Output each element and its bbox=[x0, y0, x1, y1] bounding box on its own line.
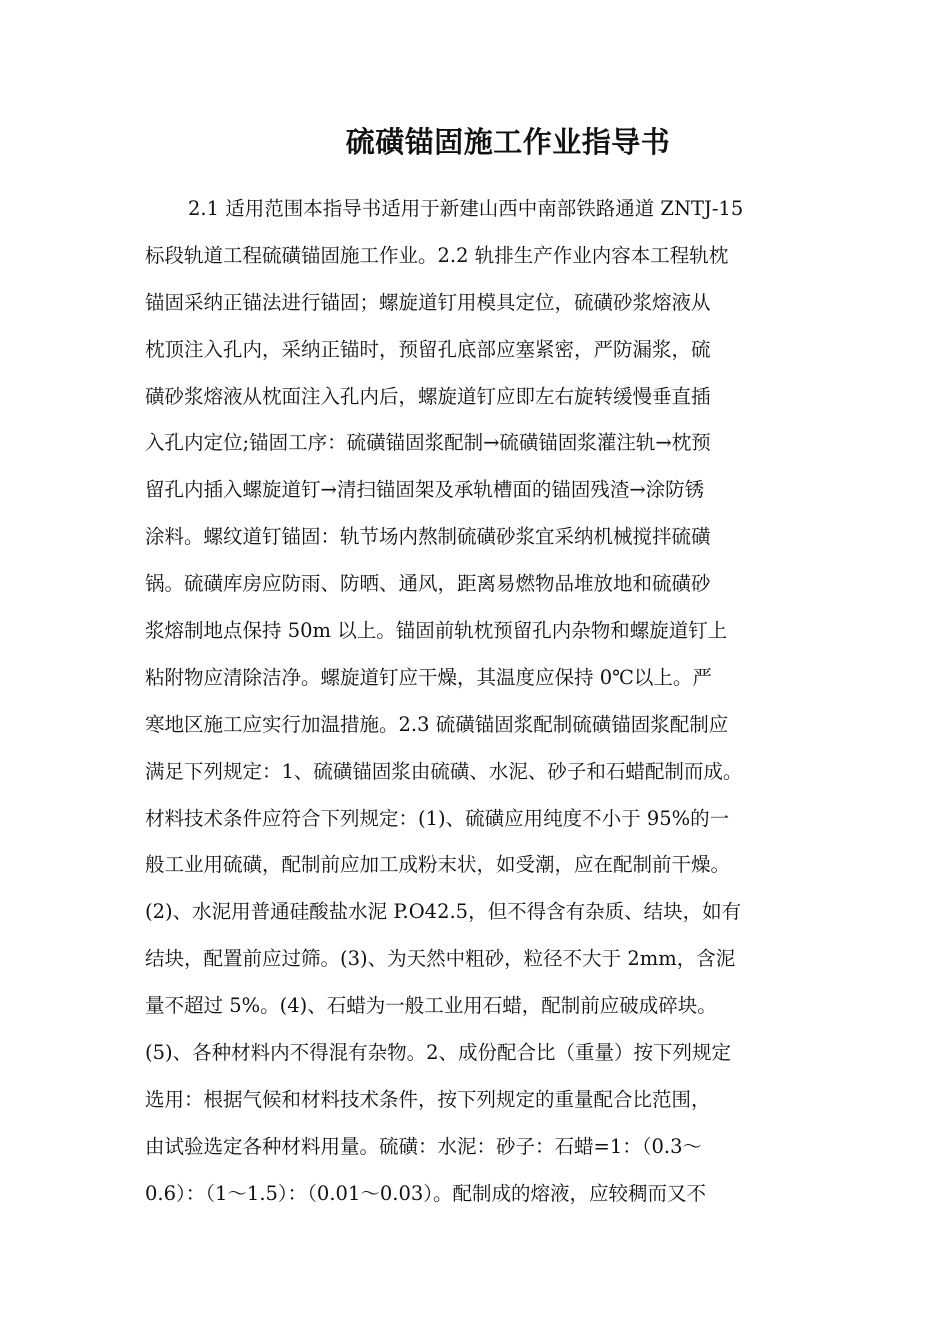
body-line: 粘附物应清除洁净。螺旋道钉应干燥，其温度应保持 0℃以上。严 bbox=[145, 665, 712, 689]
body-line: 留孔内插入螺旋道钉→清扫锚固架及承轨槽面的锚固残渣→涂防锈 bbox=[145, 478, 705, 502]
body-line: (5)、各种材料内不得混有杂物。2、成份配合比（重量）按下列规定 bbox=[145, 1041, 732, 1065]
body-line: 0.6）：（1～1.5）：（0.01～0.03）。配制成的熔液，应较稠而又不 bbox=[145, 1181, 707, 1205]
body-line: 量不超过 5%。(4)、石蜡为一般工业用石蜡，配制前应破成碎块。 bbox=[145, 994, 717, 1018]
body-line: 锚固采纳正锚法进行锚固；螺旋道钉用模具定位，硫磺砂浆熔液从 bbox=[145, 290, 711, 314]
body-line: 涂料。螺纹道钉锚固：轨节场内熬制硫磺砂浆宜采纳机械搅拌硫磺 bbox=[145, 525, 711, 549]
body-line: 由试验选定各种材料用量。硫磺：水泥：砂子：石蜡=1：（0.3～ bbox=[145, 1134, 703, 1158]
body-line: 2.1 适用范围本指导书适用于新建山西中南部铁路通道 ZNTJ-15 bbox=[188, 197, 744, 220]
body-line: 标段轨道工程硫磺锚固施工作业。2.2 轨排生产作业内容本工程轨枕 bbox=[145, 243, 729, 267]
body-line: 般工业用硫磺，配制前应加工成粉末状，如受潮，应在配制前干燥。 bbox=[145, 853, 731, 877]
body-line: 满足下列规定：1、硫磺锚固浆由硫磺、水泥、砂子和石蜡配制而成。 bbox=[145, 759, 743, 783]
document-title: 硫磺锚固施工作业指导书 bbox=[345, 125, 671, 159]
body-line: (2)、水泥用普通硅酸盐水泥 P.O42.5，但不得含有杂质、结块，如有 bbox=[145, 900, 742, 924]
body-line: 结块，配置前应过筛。(3)、为天然中粗砂，粒径不大于 2mm，含泥 bbox=[145, 947, 736, 971]
body-line: 选用：根据气候和材料技术条件，按下列规定的重量配合比范围， bbox=[145, 1087, 711, 1111]
body-line: 浆熔制地点保持 50m 以上。锚固前轨枕预留孔内杂物和螺旋道钉上 bbox=[145, 619, 728, 643]
body-line: 锅。硫磺库房应防雨、防晒、通风，距离易燃物品堆放地和硫磺砂 bbox=[145, 572, 711, 596]
body-line: 枕顶注入孔内，采纳正锚时，预留孔底部应塞紧密，严防漏浆，硫 bbox=[145, 337, 711, 361]
body-line: 材料技术条件应符合下列规定：(1)、硫磺应用纯度不小于 95%的一 bbox=[145, 806, 730, 830]
body-line: 磺砂浆熔液从枕面注入孔内后，螺旋道钉应即左右旋转缓慢垂直插 bbox=[145, 384, 711, 408]
document-body bbox=[145, 186, 825, 1218]
body-line: 入孔内定位;锚固工序：硫磺锚固浆配制→硫磺锚固浆灌注轨→枕预 bbox=[145, 431, 711, 455]
body-line: 寒地区施工应实行加温措施。2.3 硫磺锚固浆配制硫磺锚固浆配制应 bbox=[145, 712, 729, 736]
